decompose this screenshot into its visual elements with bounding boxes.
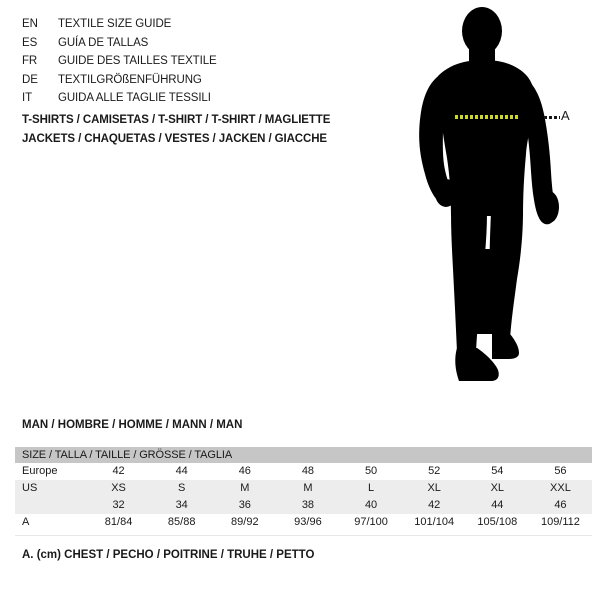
- language-label: GUIDE DES TAILLES TEXTILE: [58, 55, 217, 67]
- table-cell: 97/100: [354, 516, 388, 528]
- table-cell: 105/108: [477, 516, 518, 528]
- table-cell: 50: [364, 465, 378, 477]
- table-cell: 101/104: [414, 516, 455, 528]
- table-cell: 42: [112, 465, 125, 477]
- table-cell: 46: [554, 499, 567, 511]
- measure-label-a: A: [561, 108, 570, 123]
- language-row-de: [22, 71, 217, 90]
- table-cell: 54: [491, 465, 504, 477]
- table-row-numeric: [15, 497, 592, 514]
- language-list: [22, 15, 217, 108]
- table-row-europe: [15, 463, 592, 480]
- table-cell: 38: [301, 499, 315, 511]
- chest-footnote: A. (cm) CHEST / PECHO / POITRINE / TRUHE / PETTO: [22, 549, 315, 561]
- table-cell: 34: [175, 499, 188, 511]
- language-label: TEXTILGRÖßENFÜHRUNG: [58, 73, 202, 86]
- table-cell: 89/92: [231, 516, 259, 528]
- language-row-es: [22, 34, 217, 53]
- language-label: TEXTILE SIZE GUIDE: [58, 18, 172, 30]
- language-code: IT: [22, 92, 33, 104]
- chest-measure-dash-line: [455, 115, 520, 119]
- row-label: Europe: [22, 465, 58, 477]
- language-row-it: [22, 89, 217, 108]
- table-cell: S: [178, 482, 186, 494]
- category-titles: [22, 111, 330, 148]
- category-jackets: JACKETS / CHAQUETAS / VESTES / JACKEN / GIACCHE: [22, 132, 327, 145]
- section-title-man: MAN / HOMBRE / HOMME / MANN / MAN: [22, 419, 243, 431]
- row-label: US: [22, 482, 38, 494]
- table-bottom-divider: [15, 535, 592, 536]
- table-cell: 46: [238, 465, 251, 477]
- table-cell: M: [240, 482, 250, 494]
- table-cell: 42: [428, 499, 441, 511]
- table-cell: 56: [554, 465, 567, 477]
- table-cell: XXL: [550, 482, 571, 494]
- table-cell: M: [303, 482, 313, 494]
- size-table: [15, 447, 592, 531]
- table-cell: 85/88: [167, 516, 196, 528]
- table-cell: L: [368, 482, 375, 494]
- language-code: DE: [22, 73, 38, 86]
- table-cell: 40: [364, 499, 378, 511]
- man-silhouette-icon: [400, 4, 566, 396]
- size-table-header: SIZE / TALLA / TAILLE / GRÖSSE / TAGLIA: [15, 447, 592, 463]
- table-cell: 44: [491, 499, 504, 511]
- language-label: GUIDA ALLE TAGLIE TESSILI: [58, 92, 211, 104]
- table-cell: 81/84: [104, 516, 133, 528]
- table-row-us: [15, 480, 592, 497]
- table-cell: 32: [112, 499, 125, 511]
- table-cell: 109/112: [540, 516, 580, 528]
- language-code: ES: [22, 36, 38, 49]
- row-label: A: [22, 516, 30, 528]
- language-code: FR: [22, 55, 38, 67]
- table-cell: XL: [427, 482, 441, 494]
- table-cell: 93/96: [294, 516, 322, 528]
- language-code: EN: [22, 18, 38, 30]
- table-cell: 44: [175, 465, 188, 477]
- row-label: [15, 497, 87, 514]
- table-cell: 36: [238, 499, 251, 511]
- table-cell: XL: [490, 482, 505, 494]
- table-cell: 48: [301, 465, 315, 477]
- language-row-fr: [22, 52, 217, 71]
- category-tshirts: T-SHIRTS / CAMISETAS / T-SHIRT / T-SHIRT / MAGLIETTE: [22, 114, 331, 126]
- language-row-en: [22, 15, 217, 34]
- table-row-chest-a: [15, 514, 592, 531]
- table-cell: XS: [111, 482, 126, 494]
- table-cell: 52: [428, 465, 441, 477]
- measure-leader-dash-line: [544, 116, 560, 119]
- language-label: GUÍA DE TALLAS: [58, 36, 149, 49]
- man-silhouette-figure: [400, 4, 566, 396]
